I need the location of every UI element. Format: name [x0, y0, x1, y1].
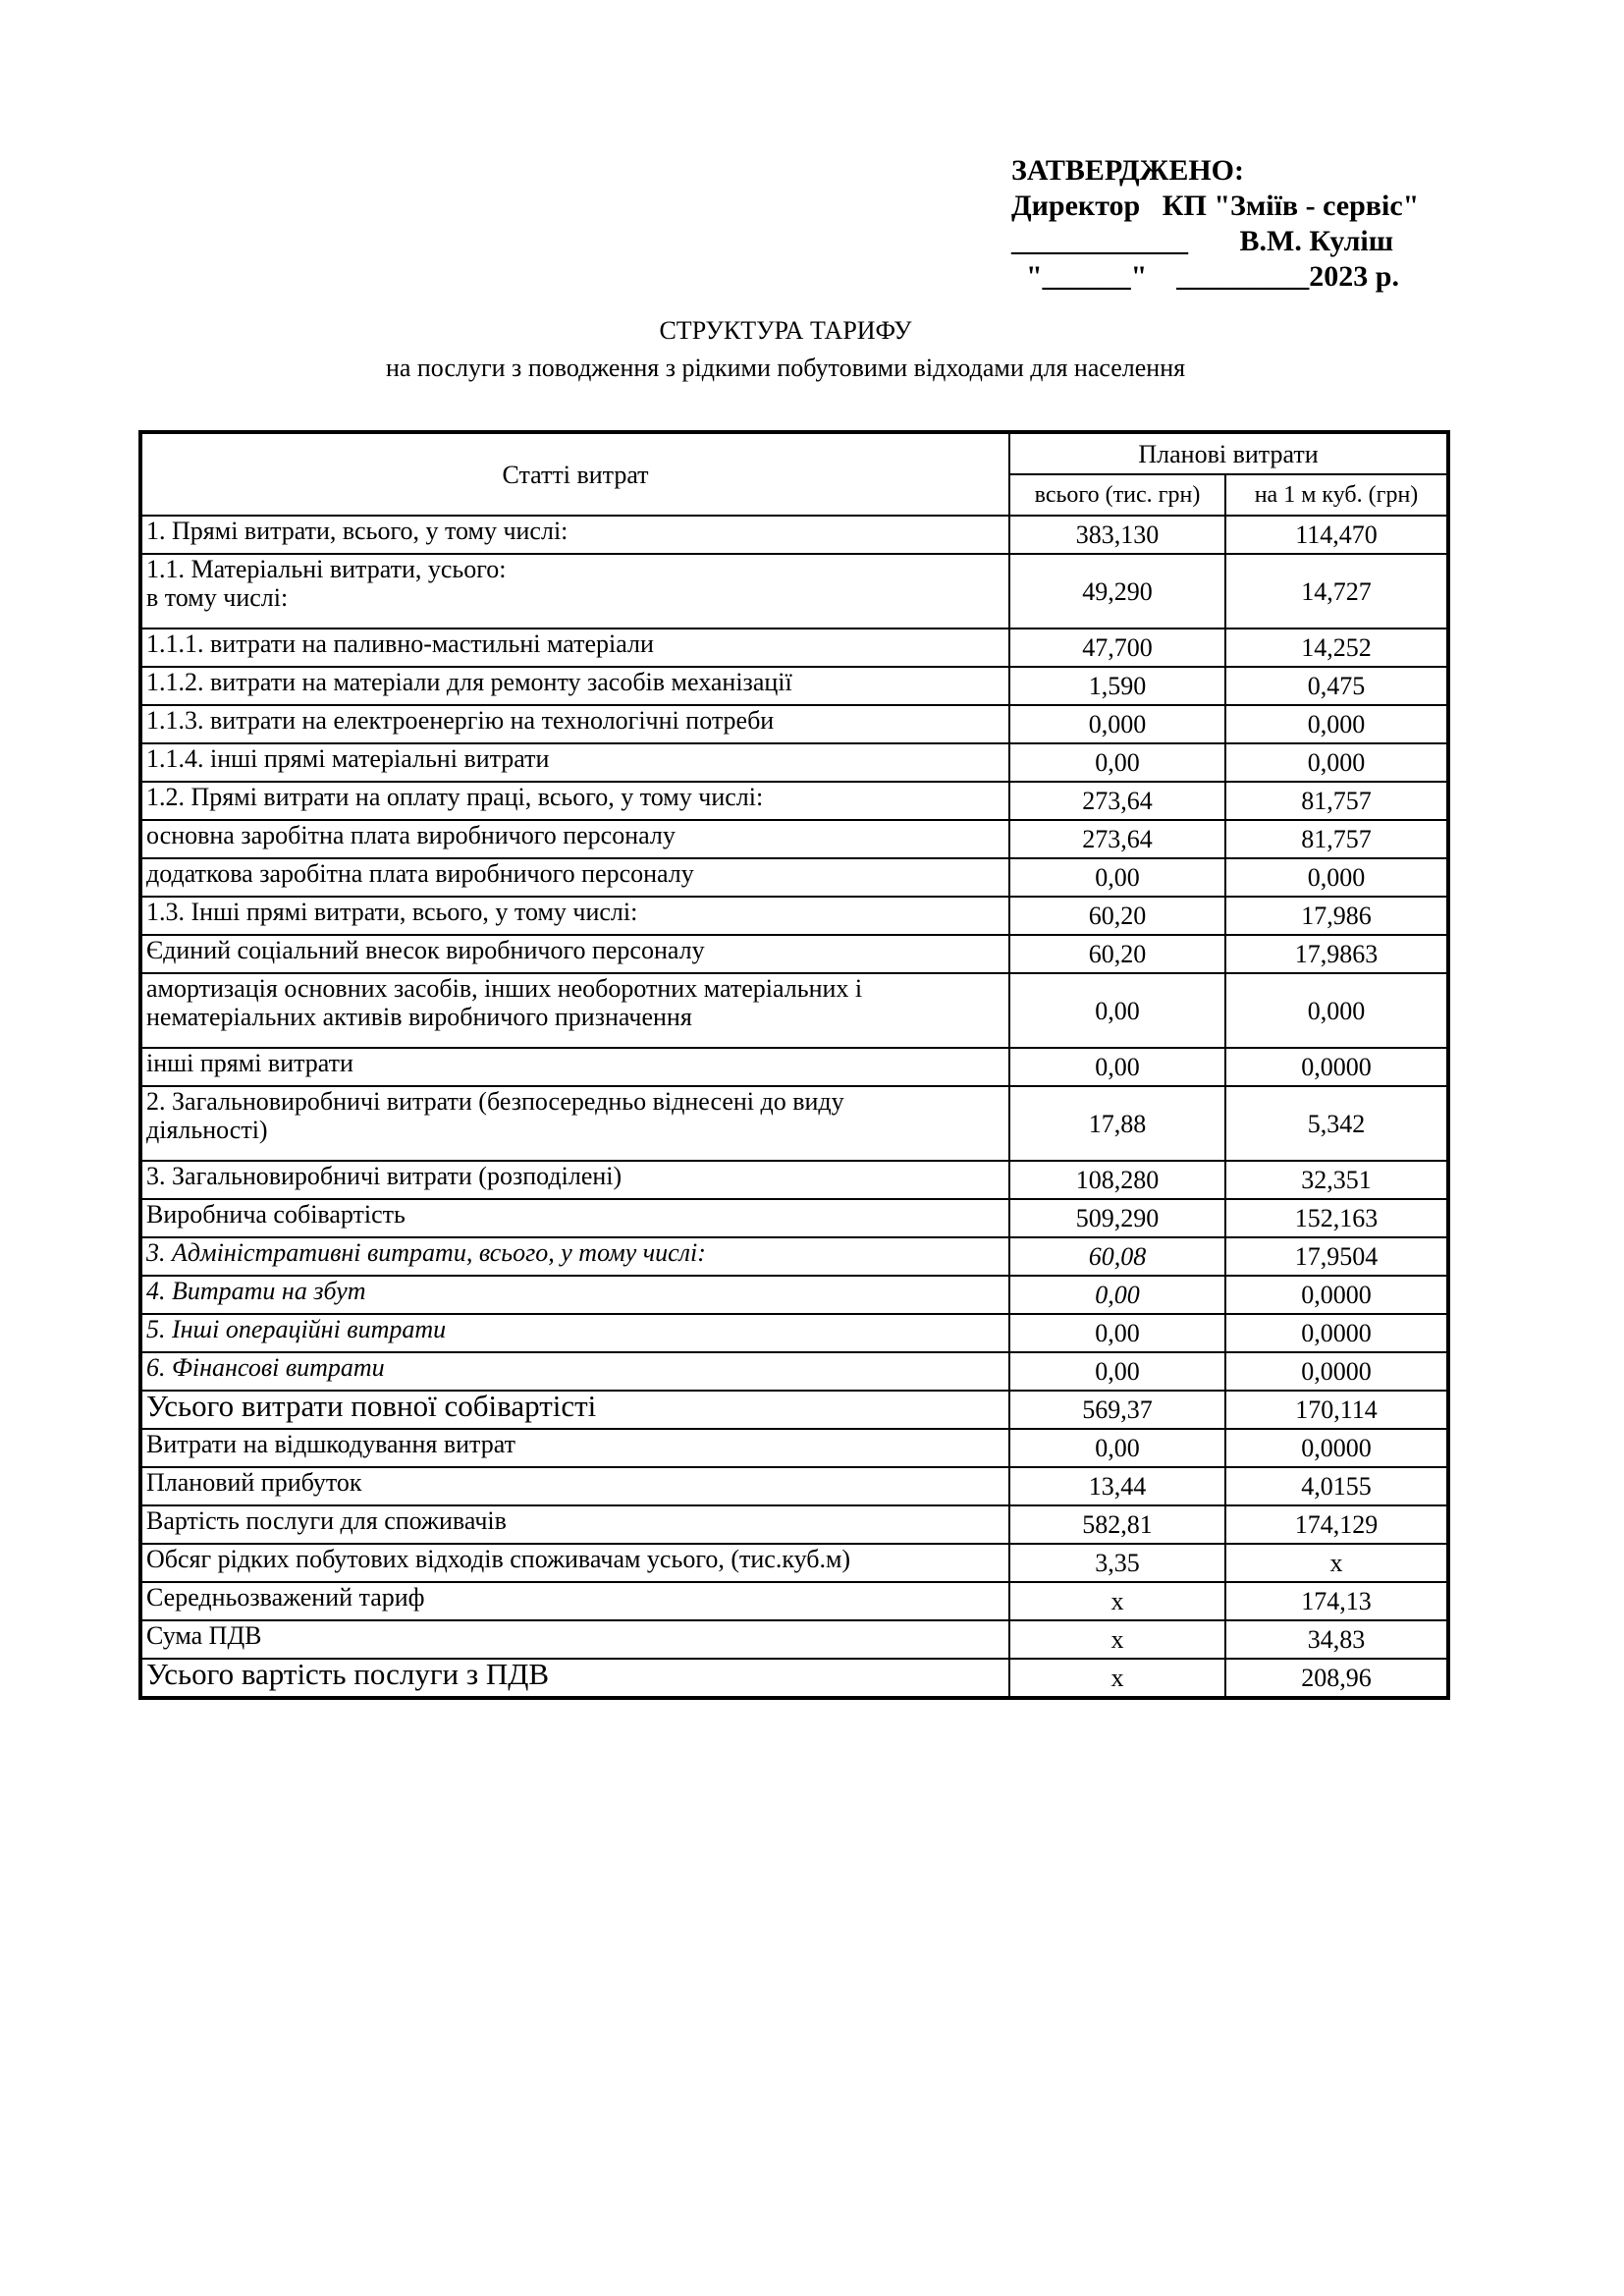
- row-per-m3: 17,9504: [1225, 1237, 1448, 1276]
- row-label: Середньозважений тариф: [140, 1582, 1009, 1620]
- row-per-m3: 4,0155: [1225, 1467, 1448, 1505]
- table-row: [140, 782, 1448, 820]
- row-per-m3: 0,0000: [1225, 1429, 1448, 1467]
- row-total: 582,81: [1009, 1505, 1225, 1544]
- row-per-m3: 174,129: [1225, 1505, 1448, 1544]
- approval-signature: ____________ В.М. Куліш: [1011, 225, 1394, 257]
- row-label: Вартість послуги для споживачів: [140, 1505, 1009, 1544]
- row-label: 1.2. Прямі витрати на оплату праці, всього, у тому числі:: [140, 782, 1009, 820]
- row-total: 60,08: [1009, 1237, 1225, 1276]
- row-per-m3: 5,342: [1225, 1086, 1448, 1161]
- row-per-m3: 0,0000: [1225, 1352, 1448, 1391]
- row-per-m3: 0,000: [1225, 973, 1448, 1048]
- row-label: Обсяг рідких побутових відходів споживачам усього, (тис.куб.м): [140, 1544, 1009, 1582]
- table-row: [140, 554, 1448, 629]
- row-label: 4. Витрати на збут: [140, 1276, 1009, 1314]
- table-row: [140, 897, 1448, 935]
- row-total: 0,00: [1009, 743, 1225, 782]
- row-per-m3: х: [1225, 1544, 1448, 1582]
- row-per-m3: 14,727: [1225, 554, 1448, 629]
- row-per-m3: 17,9863: [1225, 935, 1448, 973]
- row-total: 273,64: [1009, 782, 1225, 820]
- row-label: 1.1.4. інші прямі матеріальні витрати: [140, 743, 1009, 782]
- table-row: [140, 629, 1448, 667]
- row-total: 0,00: [1009, 973, 1225, 1048]
- row-total: 49,290: [1009, 554, 1225, 629]
- table-row: [140, 1620, 1448, 1659]
- row-total: 383,130: [1009, 516, 1225, 554]
- row-total: 0,00: [1009, 1352, 1225, 1391]
- table-row: [140, 935, 1448, 973]
- approval-director: Директор КП "Зміїв - сервіс": [1011, 190, 1420, 222]
- row-label-line: 2. Загальновиробничі витрати (безпосередньо віднесені до виду: [146, 1087, 844, 1116]
- table-row: [140, 1429, 1448, 1467]
- row-total: 60,20: [1009, 897, 1225, 935]
- row-label-line: амортизація основних засобів, інших необоротних матеріальних і: [146, 974, 863, 1003]
- row-total: 13,44: [1009, 1467, 1225, 1505]
- row-per-m3: 0,0000: [1225, 1276, 1448, 1314]
- table-row: [140, 973, 1448, 1048]
- row-total: 569,37: [1009, 1391, 1225, 1429]
- row-per-m3: 152,163: [1225, 1199, 1448, 1237]
- row-label: Сума ПДВ: [140, 1620, 1009, 1659]
- row-per-m3: 81,757: [1225, 782, 1448, 820]
- row-label-line: 1.1. Матеріальні витрати, усього:: [146, 555, 507, 583]
- table-row: [140, 1582, 1448, 1620]
- row-label: 6. Фінансові витрати: [140, 1352, 1009, 1391]
- table-row: [140, 705, 1448, 743]
- table-row: [140, 1199, 1448, 1237]
- row-per-m3: 170,114: [1225, 1391, 1448, 1429]
- row-total: 0,00: [1009, 1276, 1225, 1314]
- row-total: 3,35: [1009, 1544, 1225, 1582]
- table-row: [140, 1544, 1448, 1582]
- row-per-m3: 34,83: [1225, 1620, 1448, 1659]
- table-row: [140, 1391, 1448, 1429]
- row-total: 17,88: [1009, 1086, 1225, 1161]
- table-row: [140, 667, 1448, 705]
- header-items: Статті витрат: [140, 432, 1009, 516]
- row-label: Витрати на відшкодування витрат: [140, 1429, 1009, 1467]
- row-label: Виробнича собівартість: [140, 1199, 1009, 1237]
- table-row: [140, 1314, 1448, 1352]
- row-per-m3: 174,13: [1225, 1582, 1448, 1620]
- row-label: 1.1.3. витрати на електроенергію на технологічні потреби: [140, 705, 1009, 743]
- row-label: 1.1.2. витрати на матеріали для ремонту засобів механізації: [140, 667, 1009, 705]
- approval-heading: ЗАТВЕРДЖЕНО:: [1011, 154, 1244, 187]
- row-total: 0,000: [1009, 705, 1225, 743]
- row-label: 1.1.1. витрати на паливно-мастильні матеріали: [140, 629, 1009, 667]
- row-per-m3: 81,757: [1225, 820, 1448, 858]
- row-label-line: діяльності): [146, 1116, 268, 1144]
- row-total: 60,20: [1009, 935, 1225, 973]
- header-per-m3: на 1 м куб. (грн): [1225, 474, 1448, 516]
- row-label-line: нематеріальних активів виробничого призначення: [146, 1003, 692, 1031]
- row-total: х: [1009, 1659, 1225, 1698]
- row-label: [140, 554, 1009, 629]
- table-row: [140, 1467, 1448, 1505]
- tariff-table: [138, 430, 1450, 1700]
- row-per-m3: 0,0000: [1225, 1048, 1448, 1086]
- row-label: Плановий прибуток: [140, 1467, 1009, 1505]
- table-row: [140, 1086, 1448, 1161]
- row-total: х: [1009, 1620, 1225, 1659]
- row-per-m3: 0,0000: [1225, 1314, 1448, 1352]
- table-row: [140, 1276, 1448, 1314]
- row-per-m3: 0,000: [1225, 705, 1448, 743]
- document-subtitle: на послуги з поводження з рідкими побутовими відходами для населення: [385, 354, 1186, 382]
- row-label: Усього вартість послуги з ПДВ: [140, 1659, 1009, 1698]
- table-row: [140, 1048, 1448, 1086]
- table-row: [140, 1659, 1448, 1698]
- row-label: додаткова заробітна плата виробничого персоналу: [140, 858, 1009, 897]
- row-label: 3. Загальновиробничі витрати (розподілені): [140, 1161, 1009, 1199]
- approval-date: "______" _________2023 р.: [1011, 260, 1399, 293]
- row-per-m3: 208,96: [1225, 1659, 1448, 1698]
- row-label: Усього витрати повної собівартісті: [140, 1391, 1009, 1429]
- row-total: 47,700: [1009, 629, 1225, 667]
- row-total: 0,00: [1009, 1429, 1225, 1467]
- row-total: 0,00: [1009, 858, 1225, 897]
- row-per-m3: 114,470: [1225, 516, 1448, 554]
- row-total: 509,290: [1009, 1199, 1225, 1237]
- row-label: [140, 1086, 1009, 1161]
- row-total: 0,00: [1009, 1048, 1225, 1086]
- row-total: 1,590: [1009, 667, 1225, 705]
- row-total: 273,64: [1009, 820, 1225, 858]
- table-row: [140, 1352, 1448, 1391]
- table-row: [140, 820, 1448, 858]
- table-row: [140, 1237, 1448, 1276]
- row-per-m3: 0,475: [1225, 667, 1448, 705]
- row-label: 5. Інші операційні витрати: [140, 1314, 1009, 1352]
- row-total: 108,280: [1009, 1161, 1225, 1199]
- row-label: 1.3. Інші прямі витрати, всього, у тому числі:: [140, 897, 1009, 935]
- row-per-m3: 0,000: [1225, 743, 1448, 782]
- table-row: [140, 1161, 1448, 1199]
- row-total: х: [1009, 1582, 1225, 1620]
- row-label: інші прямі витрати: [140, 1048, 1009, 1086]
- row-label: [140, 973, 1009, 1048]
- header-planned: Планові витрати: [1009, 432, 1448, 474]
- approval-block: [1011, 153, 1443, 295]
- row-per-m3: 14,252: [1225, 629, 1448, 667]
- table-row: [140, 743, 1448, 782]
- row-total: 0,00: [1009, 1314, 1225, 1352]
- row-per-m3: 0,000: [1225, 858, 1448, 897]
- table-row: [140, 858, 1448, 897]
- table-row: [140, 516, 1448, 554]
- header-total: всього (тис. грн): [1009, 474, 1225, 516]
- row-label: основна заробітна плата виробничого персоналу: [140, 820, 1009, 858]
- row-per-m3: 32,351: [1225, 1161, 1448, 1199]
- row-label-line: в тому числі:: [146, 583, 289, 612]
- row-label: Єдиний соціальний внесок виробничого персоналу: [140, 935, 1009, 973]
- row-label: 1. Прямі витрати, всього, у тому числі:: [140, 516, 1009, 554]
- table-row: [140, 1505, 1448, 1544]
- row-label: 3. Адміністративні витрати, всього, у тому числі:: [140, 1237, 1009, 1276]
- document-title: СТРУКТУРА ТАРИФУ: [659, 316, 912, 345]
- row-per-m3: 17,986: [1225, 897, 1448, 935]
